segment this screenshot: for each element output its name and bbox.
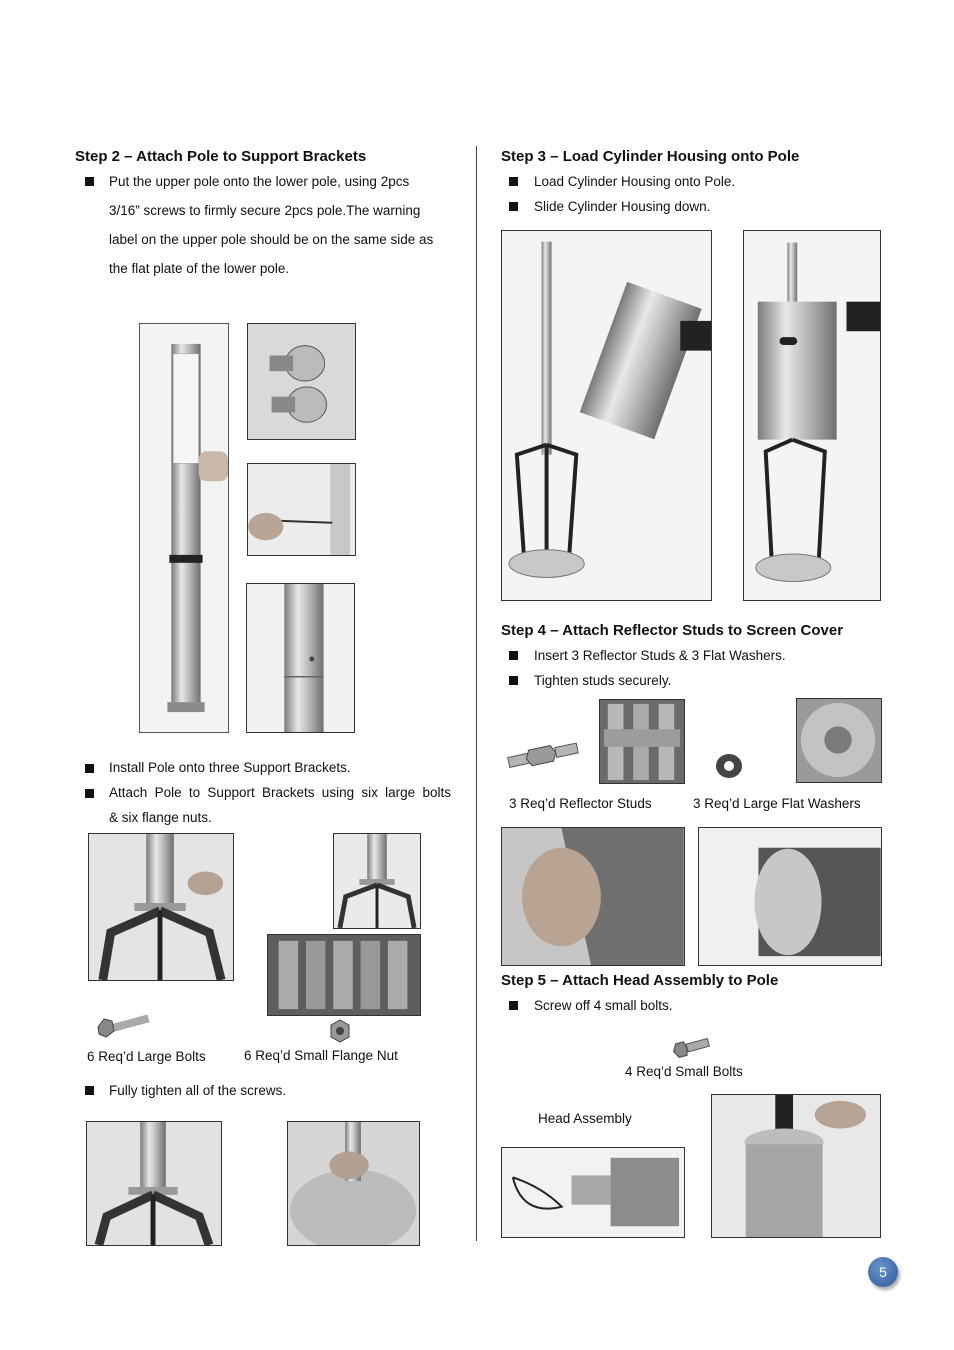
- bracket-attach-photo: [88, 833, 234, 981]
- step3-heading: Step 3 – Load Cylinder Housing onto Pole: [501, 148, 800, 165]
- small-bolt-icon: [671, 1035, 711, 1059]
- bullet-square: [85, 177, 94, 186]
- page-number-badge: 5: [868, 1257, 898, 1287]
- bolts-and-nuts-photo: [267, 934, 421, 1016]
- step2-line-1: Put the upper pole onto the lower pole, using 2pcs: [109, 174, 410, 189]
- step2-line-3: label on the upper pole should be on the same side as: [109, 232, 434, 247]
- bracket-top-photo: [333, 833, 421, 929]
- tighten-bullet: Fully tighten all of the screws.: [109, 1083, 287, 1098]
- step4-bullet-2: Tighten studs securely.: [534, 673, 672, 688]
- tighten-base-photo: [287, 1121, 420, 1246]
- step2-heading: Step 2 – Attach Pole to Support Brackets: [75, 148, 367, 165]
- small-bolts-caption: 4 Req’d Small Bolts: [625, 1064, 743, 1079]
- large-bolts-caption: 6 Req’d Large Bolts: [87, 1049, 206, 1064]
- bullet-square: [85, 1086, 94, 1095]
- reflector-stud-icon: [506, 738, 582, 772]
- attach-head-photo: [711, 1094, 881, 1238]
- step3-bullet-1: Load Cylinder Housing onto Pole.: [534, 174, 736, 189]
- pole-assembly-photo: [139, 323, 229, 733]
- step4-heading: Step 4 – Attach Reflector Studs to Screen Cover: [501, 622, 844, 639]
- step2-line-2: 3/16” screws to firmly secure 2pcs pole.The warning: [109, 203, 421, 218]
- screwdriver-photo: [247, 463, 356, 556]
- bullet-square: [509, 1001, 518, 1010]
- step4-bullet-1: Insert 3 Reflector Studs & 3 Flat Washers.: [534, 648, 786, 663]
- flat-washers-caption: 3 Req’d Large Flat Washers: [693, 796, 861, 811]
- flat-washer-photo: [796, 698, 882, 783]
- studs-installed-photo: [698, 827, 882, 966]
- large-bolt-icon: [94, 1011, 154, 1043]
- install-bullet-2-continuation: & six flange nuts.: [109, 810, 212, 825]
- insert-studs-photo: [501, 827, 685, 966]
- screws-photo: [247, 323, 356, 440]
- bullet-square: [509, 676, 518, 685]
- flat-washer-icon: [714, 752, 744, 780]
- install-bullet-1: Install Pole onto three Support Brackets.: [109, 760, 351, 775]
- step3-bullet-2: Slide Cylinder Housing down.: [534, 199, 711, 214]
- bullet-square: [85, 764, 94, 773]
- step5-heading: Step 5 – Attach Head Assembly to Pole: [501, 972, 779, 989]
- flange-nut-icon: [327, 1018, 353, 1046]
- bullet-square: [509, 651, 518, 660]
- pole-joint-photo: [246, 583, 355, 733]
- bullet-square: [509, 202, 518, 211]
- column-divider: [476, 146, 477, 1241]
- head-assembly-photo: [501, 1147, 685, 1238]
- step2-paragraph: [109, 167, 469, 283]
- tighten-bracket-photo: [86, 1121, 222, 1246]
- reflector-studs-photo: [599, 699, 685, 784]
- flange-nut-caption: 6 Req’d Small Flange Nut: [244, 1048, 398, 1063]
- head-assembly-caption: Head Assembly: [538, 1111, 632, 1126]
- step5-bullet-1: Screw off 4 small bolts.: [534, 998, 673, 1013]
- reflector-studs-caption: 3 Req’d Reflector Studs: [509, 796, 652, 811]
- step2-line-4: the flat plate of the lower pole.: [109, 261, 290, 276]
- slide-housing-photo: [743, 230, 881, 601]
- install-bullet-2: Attach Pole to Support Brackets using six large bolts: [109, 785, 451, 800]
- bullet-square: [85, 789, 94, 798]
- load-housing-photo: [501, 230, 712, 601]
- bullet-square: [509, 177, 518, 186]
